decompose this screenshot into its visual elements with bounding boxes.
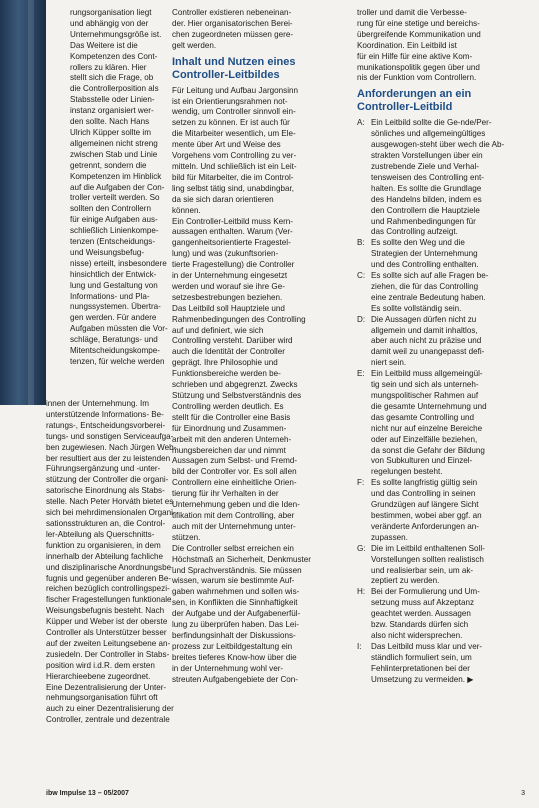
requirement-item xyxy=(357,369,525,478)
text-line: von Subkulturen und Einzel- xyxy=(371,456,473,466)
text-line: werden und worauf sie ihre Ge- xyxy=(172,281,285,291)
text-line: Vorstellungen sollten realistisch xyxy=(371,554,484,564)
text-line: setzung muss auf Akzeptanz xyxy=(371,598,475,608)
text-line: da sonst die Gefahr der Bildung xyxy=(371,445,485,455)
text-line: eine zentrale Bedeutung haben. xyxy=(371,292,486,302)
text-line: Die Aussagen dürfen nicht zu xyxy=(371,314,477,324)
text-line: Stabsstelle oder Linien- xyxy=(70,95,155,105)
text-line: bzw. Standards dürfen sich xyxy=(371,620,469,630)
text-line: breites tieferes Know-how über die xyxy=(172,652,297,662)
text-line: niert sein. xyxy=(371,358,407,368)
text-line: reichen bezüglich controllingspezi- xyxy=(46,584,170,594)
text-line: gangenheitsorientierte Fragestel- xyxy=(172,238,291,248)
text-line: ratungs-, Entscheidungsvorberei- xyxy=(46,420,166,430)
requirement-item xyxy=(357,478,525,543)
text-line: Fehlinterpretationen bei der xyxy=(371,663,470,673)
text-line: und das Controlling in seinen xyxy=(371,489,476,499)
text-line: fugnis und gegenüber anderen Be- xyxy=(46,573,172,583)
text-line: auch die Identität der Controller xyxy=(172,347,285,357)
requirement-letter: D: xyxy=(357,314,366,324)
text-line: lung und Gestaltung von xyxy=(70,280,158,290)
text-line: da sie sich daran orientieren xyxy=(172,194,274,204)
text-line: lung) und was (zukunftsorien- xyxy=(172,249,279,259)
text-line: ständlich formuliert sein, um xyxy=(371,652,472,662)
requirement-letter: C: xyxy=(357,271,366,281)
text-line: troller verteilt werden. So xyxy=(70,193,160,203)
text-line: Kompetenzen des Cont- xyxy=(70,51,158,61)
text-line: nungssystemen. Übertra- xyxy=(70,302,161,312)
text-line: auch mit der Unternehmung unter- xyxy=(172,521,296,531)
text-line: ben zugewiesen. Nach Jürgen Web- xyxy=(46,442,177,452)
text-line: rollers zu klären. Hier xyxy=(70,62,147,72)
text-line: sich bei mehrdimensionalen Organi- xyxy=(46,508,176,518)
text-line: ling selbst tätig sind, unabdingbar, xyxy=(172,183,294,193)
text-line: bestimmen, wobei aber ggf. an xyxy=(371,510,482,520)
requirements-list xyxy=(357,118,525,685)
text-line: regelungen besteht. xyxy=(371,467,443,477)
text-line: Ein Controller-Leitbild muss Kern- xyxy=(172,216,294,226)
text-line: auf die Aufgaben der Con- xyxy=(70,182,165,192)
text-line: setzen zu können. Er ist auch für xyxy=(172,118,290,128)
text-line: nicht nur auf einzelne Bereiche xyxy=(371,423,483,433)
text-line: die gesamte Unternehmung und xyxy=(371,401,487,411)
text-line: wissen, warum sie bestimmte Auf- xyxy=(172,576,295,586)
text-line: Controllern eine einheitliche Orien- xyxy=(172,478,297,488)
text-line: und Sprachverständnis. Sie müssen xyxy=(172,565,302,575)
text-line: Aussagen zum Selbst- und Fremd- xyxy=(172,456,298,466)
text-line: können. xyxy=(172,205,201,215)
text-line: Weisungsbefugnis besteht. Nach xyxy=(46,606,165,616)
column-3 xyxy=(357,8,525,685)
text-line: berfindungsinhalt der Diskussions- xyxy=(172,630,296,640)
text-line: sollten den Controllern xyxy=(70,204,151,214)
text-line: Informations- und Pla- xyxy=(70,291,150,301)
footer-publication: ibw Impulse 13 – 05/2007 xyxy=(46,790,129,797)
text-line: zeptiert zu werden. xyxy=(371,576,440,586)
text-line: auf und definiert, wie sich xyxy=(172,325,264,335)
text-line: innerhalb der Abteilung fachliche xyxy=(46,551,163,561)
text-line: für einige Aufgaben aus- xyxy=(70,215,158,225)
text-line: Umsetzung zu vermeiden. ▶ xyxy=(371,674,474,684)
text-line: allgemeinen nicht streng xyxy=(70,138,158,148)
column-2-intro xyxy=(172,8,344,52)
text-line: für Einordnung und Zusammen- xyxy=(172,423,287,433)
text-line: der Aufgabe und der Aufgabenerfül- xyxy=(172,609,301,619)
requirement-item xyxy=(357,118,525,238)
text-line: tenzen, für welche werden xyxy=(70,357,165,366)
requirement-item xyxy=(357,238,525,271)
text-line: und abhängig von der xyxy=(70,18,149,28)
text-line: Ein Leitbild muss allgemeingül- xyxy=(371,369,483,379)
text-line: Unternehmung geben und die Iden- xyxy=(172,500,300,510)
text-line: Führungsergänzung und -unter- xyxy=(46,464,161,474)
text-line: position wird i.d.R. dem ersten xyxy=(46,660,155,670)
text-line: chen zugeordneten müssen gere- xyxy=(172,29,294,39)
requirement-letter: F: xyxy=(357,478,365,488)
requirement-letter: G: xyxy=(357,543,366,553)
text-line: Controlling versteht. Darüber wird xyxy=(172,336,293,346)
text-line: Mitentscheidungskompe- xyxy=(70,346,160,356)
text-line: und des Controlling enthalten. xyxy=(371,260,479,270)
text-line: Controller existieren nebeneinan- xyxy=(172,8,292,17)
text-line: gaben wahrnehmen und sollen wis- xyxy=(172,587,300,597)
text-line: Das Weitere ist die xyxy=(70,40,138,50)
text-line: Unternehmungsgröße ist. xyxy=(70,29,162,39)
text-line: in der Unternehmung eingesetzt xyxy=(172,271,288,281)
text-line: der. Hier organisatorischen Berei- xyxy=(172,18,293,28)
text-line: mitteln. Und schließlich ist ein Leit- xyxy=(172,161,297,171)
text-line: zusiedeln. Der Controller in Stabs- xyxy=(46,649,170,659)
column-1-top xyxy=(70,8,170,368)
text-line: Koordination. Ein Leitbild ist xyxy=(357,40,457,50)
text-line: Das Leitbild soll Hauptziele und xyxy=(172,303,285,313)
text-line: ziehen, die für das Controlling xyxy=(371,281,479,291)
requirement-item xyxy=(357,315,525,370)
requirement-letter: I: xyxy=(357,641,362,651)
text-line: Funktionsbereiche werden be- xyxy=(172,369,281,379)
text-line: zustrebende Ziele und Verhal- xyxy=(371,161,479,171)
text-line: aussagen enthalten. Warum (Ver- xyxy=(172,227,293,237)
text-line: Das Leitbild muss klar und ver- xyxy=(371,641,483,651)
text-line: die Controllerposition als xyxy=(70,84,159,94)
text-line: Aufgaben müssten die Vor- xyxy=(70,324,168,334)
text-line: unterstützende Informations- Be- xyxy=(46,409,164,419)
text-line: bild für Mitarbeiter, die im Control- xyxy=(172,172,294,182)
text-line: stützen. xyxy=(172,532,201,542)
text-line: und Rahmenbedingungen für xyxy=(371,216,476,226)
text-line: schließlich Linienkompe- xyxy=(70,226,159,236)
text-line: die Mitarbeiter wesentlich, um Ele- xyxy=(172,129,296,139)
column-2-body xyxy=(172,86,344,686)
text-line: bild der Controller vor. Es soll allen xyxy=(172,467,297,477)
text-line: rung für eine stetige und bereichs- xyxy=(357,18,480,28)
text-line: und disziplinarische Anordnungsbe- xyxy=(46,562,174,572)
column-2 xyxy=(172,8,344,685)
text-line: sationsstrukturen an, die Control- xyxy=(46,518,166,528)
text-line: den Controllern die Hauptziele xyxy=(371,205,480,215)
text-line: den sollte. Nach Hans xyxy=(70,117,150,127)
text-line: tungs- und sonstigen Serviceaufga- xyxy=(46,431,174,441)
text-line: Controlling werden deutlich. Es xyxy=(172,401,284,411)
text-line: Es sollte sich auf alle Fragen be- xyxy=(371,271,489,281)
text-line: schläge, Beratungs- und xyxy=(70,335,158,345)
requirement-letter: E: xyxy=(357,369,365,379)
requirement-item xyxy=(357,587,525,642)
column-1-bottom xyxy=(46,399,177,726)
requirement-item xyxy=(357,642,525,686)
text-line: munikationspolitik gegen über und xyxy=(357,62,480,72)
text-line: ler-Abteilung als Querschnitts- xyxy=(46,529,155,539)
text-line: stelle. Nach Peter Horváth bietet es xyxy=(46,497,174,507)
text-line: veränderte Anforderungen an- xyxy=(371,521,479,531)
text-line: ist ein Orientierungsrahmen not- xyxy=(172,96,288,106)
text-line: prozess zur Leitbildgestaltung ein xyxy=(172,641,293,651)
requirement-letter: A: xyxy=(357,118,365,128)
text-line: stellt sich die Frage, ob xyxy=(70,73,154,83)
text-line: tig sein und sich als unterneh- xyxy=(371,380,479,390)
text-line: schrieben und abgegrenzt. Zwecks xyxy=(172,380,298,390)
requirement-item xyxy=(357,271,525,315)
text-line: Eine Dezentralisierung der Unter- xyxy=(46,682,167,692)
text-line: tierte Fragestellung) die Controller xyxy=(172,260,295,270)
text-line: also nicht widersprechen. xyxy=(371,630,463,640)
text-line: strakten Vorstellungen über ein xyxy=(371,151,483,161)
text-line: ber resultiert aus der zu leistenden xyxy=(46,453,171,463)
text-line: Controller als Unterstützer besser xyxy=(46,628,167,638)
text-line: sen, in Konflikten die Sinnhaftigkeit xyxy=(172,598,298,608)
text-line: sönliches und allgemeingültiges xyxy=(371,129,486,139)
text-line: Kompetenzen im Hinblick xyxy=(70,171,162,181)
text-line: mungsbereichen dar und nimmt xyxy=(172,445,286,455)
text-line: tenzen (Entscheidungs- xyxy=(70,237,156,247)
text-line: Die Controller selbst erreichen ein xyxy=(172,543,294,553)
text-line: stellt für die Controller eine Basis xyxy=(172,412,291,422)
text-line: wendig, um Controller sinnvoll ein- xyxy=(172,107,296,117)
text-line: und realisierbar sein, um ak- xyxy=(371,565,474,575)
text-line: ausgewogen-steht über wech die Ab- xyxy=(371,140,505,150)
text-line: innen der Unternehmung. Im xyxy=(46,399,150,408)
page-number: 3 xyxy=(521,790,525,797)
requirement-item xyxy=(357,544,525,588)
text-line: tifikation mit dem Controlling, aber xyxy=(172,510,295,520)
text-line: nehmungsorganisation führt oft xyxy=(46,693,158,703)
text-line: gelt werden. xyxy=(172,40,217,50)
text-line: in der Unternehmung wohl ver- xyxy=(172,663,284,673)
text-line: fischer Fragestellungen funktionale xyxy=(46,595,172,605)
text-line: Höchstmaß an Sicherheit, Denkmuster xyxy=(172,554,311,564)
text-line: damit weil zu unangepasst defi- xyxy=(371,347,485,357)
requirement-letter: H: xyxy=(357,587,366,597)
text-line: arbeit mit den anderen Unterneh- xyxy=(172,434,292,444)
text-line: geachtet werden. Aussagen xyxy=(371,609,471,619)
text-line: Stützung und Selbstverständnis des xyxy=(172,391,302,400)
text-line: gen werden. Für andere xyxy=(70,313,157,323)
text-line: lung zu überprüfen haben. Das Lei- xyxy=(172,620,299,630)
text-line: Vorgehens vom Controlling zu ver- xyxy=(172,151,297,161)
text-line: nisse) erteilt, insbesondere xyxy=(70,258,167,268)
text-line: tensweisen des Controlling ent- xyxy=(371,172,484,182)
text-line: Ein Leitbild sollte die Ge-nde/Per- xyxy=(371,118,492,128)
text-line: Für Leitung und Aufbau Jargonsinn xyxy=(172,85,298,95)
text-line: auch zu einer Dezentralisierung der xyxy=(46,704,174,714)
text-line: setzesbestrebungen beziehen. xyxy=(172,292,283,302)
text-line: rungsorganisation liegt xyxy=(70,8,152,17)
text-line: für ein Hilfe für eine aktive Kom- xyxy=(357,51,473,61)
text-line: oder auf Einzelfälle beziehen, xyxy=(371,434,478,444)
requirement-letter: B: xyxy=(357,238,365,248)
text-line: zupassen. xyxy=(371,532,408,542)
blue-photo-strip xyxy=(0,0,46,405)
text-line: Grundzügen auf längere Sicht xyxy=(371,500,479,510)
text-line: des Handelns bilden, indem es xyxy=(371,194,482,204)
text-line: satorische Einordnung als Stabs- xyxy=(46,486,165,496)
text-line: allgemein und damit inhaltlos, xyxy=(371,325,478,335)
text-line: tierung für ihr Verhalten in der xyxy=(172,489,279,499)
text-line: getrennt, sondern die xyxy=(70,160,147,170)
text-line: geprägt. Ihre Philosophie und xyxy=(172,358,278,368)
text-line: Küpper und Weber ist der oberste xyxy=(46,617,168,627)
text-line: Rahmenbedingungen des Controlling xyxy=(172,314,306,324)
text-line: Controller, zentrale und dezentrale xyxy=(46,715,170,725)
text-line: das Controlling aufzeigt. xyxy=(371,227,458,237)
text-line: zwischen Stab und Linie xyxy=(70,149,158,159)
text-line: das gesamte Controlling und xyxy=(371,412,475,422)
section-heading-anforderungen: Anforderungen an ein Controller-Leitbild xyxy=(357,88,472,114)
text-line: Hierarchieebene zugeordnet. xyxy=(46,671,151,681)
text-line: stützung der Controller die organi- xyxy=(46,475,169,485)
text-line: Es sollte langfristig gültig sein xyxy=(371,478,478,488)
text-line: auf der zweiten Leitungsebene an- xyxy=(46,638,171,648)
text-line: Es sollte vollständig sein. xyxy=(371,303,462,313)
text-line: Bei der Formulierung und Um- xyxy=(371,587,480,597)
text-line: nis der Funktion vom Controllern. xyxy=(357,73,477,83)
text-line: streuten Aufgabengebiete der Con- xyxy=(172,674,298,684)
text-line: übergreifende Kommunikation und xyxy=(357,29,481,39)
text-line: Die im Leitbild enthaltenen Soll- xyxy=(371,543,485,553)
column-3-intro xyxy=(357,8,525,84)
text-line: mungspolitischer Rahmen auf xyxy=(371,391,479,400)
text-line: hinsichtlich der Entwick- xyxy=(70,269,157,279)
text-line: mente über Art und Weise des xyxy=(172,140,281,150)
text-line: und Weisungsbefug- xyxy=(70,247,145,257)
text-line: troller und damit die Verbesse- xyxy=(357,8,467,17)
text-line: Strategien der Unternehmung xyxy=(371,249,478,259)
text-line: Es sollte den Weg und die xyxy=(371,238,465,248)
text-line: aber auch nicht zu präzise und xyxy=(371,336,482,346)
text-line: funktion zu organisieren, in dem xyxy=(46,540,161,550)
text-line: instanz organisiert wer- xyxy=(70,106,154,116)
text-line: halten. Es sollte die Grundlage xyxy=(371,183,482,193)
text-line: Ulrich Küpper sollte im xyxy=(70,127,151,137)
section-heading-inhalt: Inhalt und Nutzen eines Controller-Leitbildes xyxy=(172,55,296,81)
